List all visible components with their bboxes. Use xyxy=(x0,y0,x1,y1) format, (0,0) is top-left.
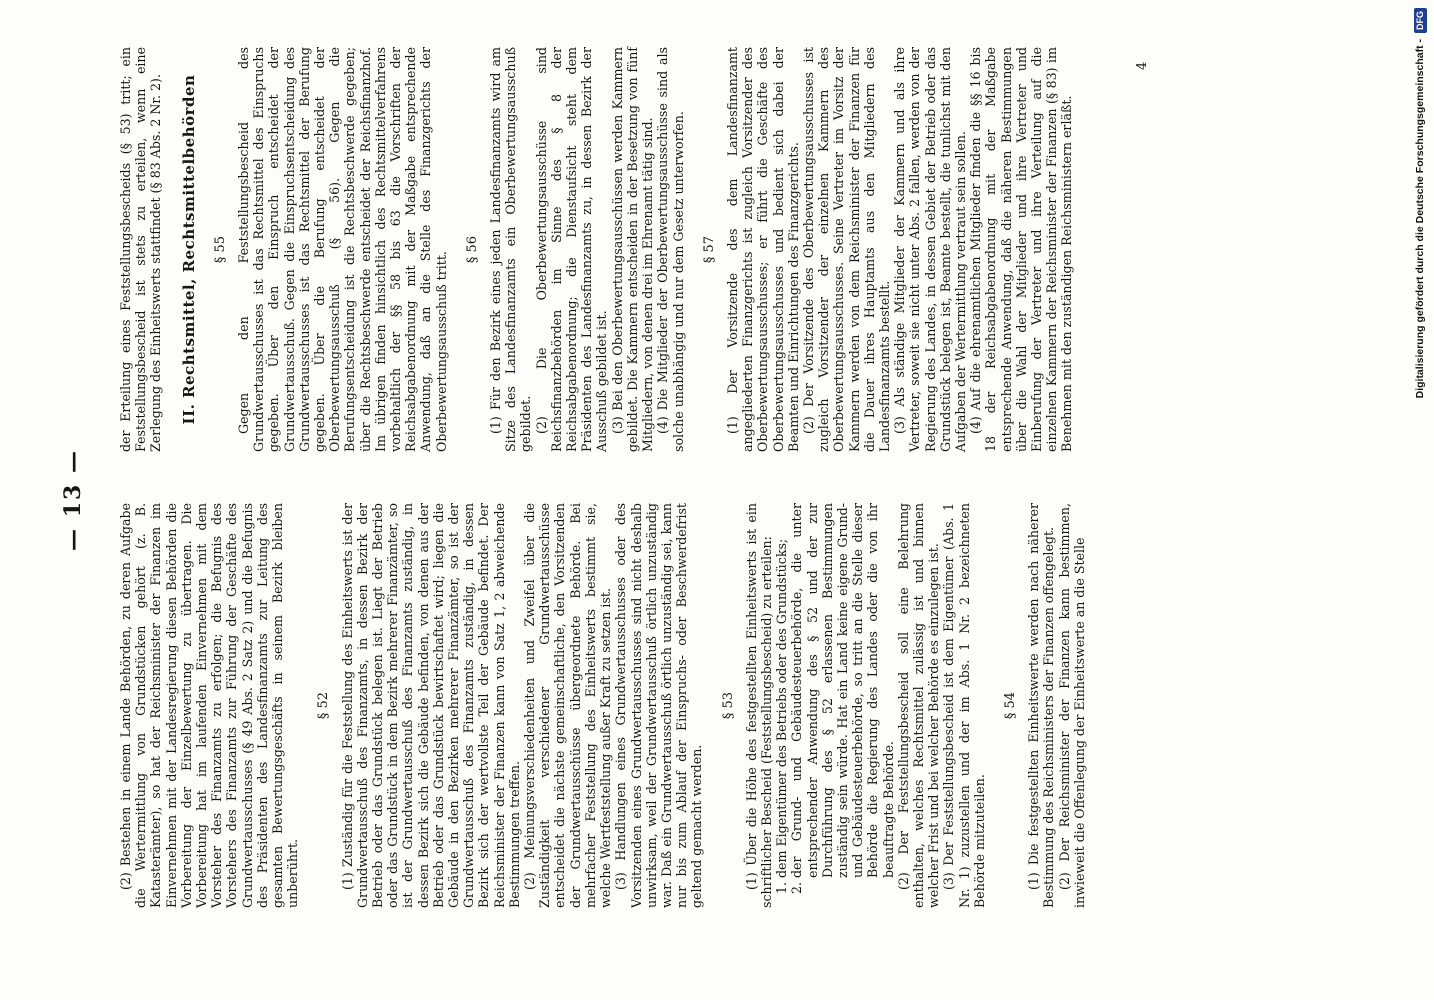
section-heading-53: § 53 xyxy=(720,691,736,720)
paragraph: (1) Über die Höhe des festgestellten Einheitswerts ist ein schriftlicher Bescheid (Feststellungsbescheid) zu erteilen: xyxy=(743,503,774,908)
chapter-heading: II. Rechtsmittel, Rechtsmittelbehörden xyxy=(179,74,198,425)
paragraph: (2) Bestehen in einem Lande Behörden, zu deren Aufgabe die Wertermittlung von Grundstücken gehört (z. B. Katasterämter), so hat der Reichsminister der Finanzen im Einvernehmen mit der Landesregierung diesen Behörden die Vorbereitung der Einzelbewertung zu übertragen. Die Vorbereitung hat im laufenden Einvernehmen mit dem Vorsteher des Finanzamts zu erfolgen; die Befugnis des Vorstehers des Finanzamts zur Führung der Geschäfte des Grundwertausschusses (§ 49 Abs. 2 Satz 2) und die Befugnis des Präsidenten des Landesfinanzamts zur Leitung des gesamten Bewertungsgeschäfts in seinem Bezirk bleiben unberührt. xyxy=(118,503,301,908)
paragraph: (2) Der Vorsitzende des Oberbewertungsausschusses ist zugleich Vorsitzender der einzelnen Kammern des Oberbewertungsausschusses. Seine Vertreter im Vorsitz der Kammern werden von dem Reichsminister der Finanzen für die Dauer ihres Hauptamts aus den Mitgliedern des Landesfinanzamts bestellt. xyxy=(800,47,892,452)
paragraph: (2) Meinungsverschiedenheiten und Zweifel über die Zuständigkeit verschiedener Grundwertausschüsse entscheidet die nächste gemeinschaftliche, den Vorsitzenden der Grundwertausschüsse übergeordnete Behörde. Bei mehrfacher Feststellung des Einheitswerts bestimmt sie, welche Wertfeststellung außer Kraft zu setzen ist. xyxy=(522,503,614,908)
paragraph: (2) Die Oberbewertungsausschüsse sind Reichsfinanzbehörden im Sinne des § 8 der Reichsabgabenordnung; die Dienstaufsicht steht dem Präsidenten des Landesfinanzamts zu, in dessen Bezirk der Ausschuß gebildet ist. xyxy=(533,47,610,452)
paragraph: (3) Bei den Oberbewertungsausschüssen werden Kammern gebildet. Die Kammern entscheiden in der Besetzung von fünf Mitgliedern, von denen drei im Ehrenamt tätig sind. xyxy=(609,47,656,452)
paragraph: (2) Der Reichsminister der Finanzen kann bestimmen, inwieweit die Offenlegung der Einheitswerte an die Stelle xyxy=(1056,503,1087,908)
page-number: — 13 — xyxy=(60,449,86,551)
paragraph: (1) Für den Bezirk eines jeden Landesfinanzamts wird am Sitze des Landesfinanzamts ein Oberbewertungsausschuß gebildet. xyxy=(488,47,534,452)
signature-mark: 4 xyxy=(1135,61,1150,70)
paragraph: (3) Der Feststellungsbescheid ist dem Eigentümer (Abs. 1 Nr. 1) zuzustellen und der im Abs. 1 Nr. 2 bezeichneten Behörde mitzuteilen. xyxy=(941,503,987,908)
section-heading-52: § 52 xyxy=(316,691,332,720)
digitization-credit xyxy=(1410,8,1430,998)
section-heading-55: § 55 xyxy=(212,235,228,264)
left-column xyxy=(118,503,1087,908)
paragraph: der Erteilung eines Feststellungsbescheids (§ 53) tritt; ein Feststellungsbescheid ist stets zu erteilen, wenn eine Zerlegung des Einheitswerts stattfindet (§ 83 Abs. 2 Nr. 2). xyxy=(118,47,164,452)
paragraph: Gegen den Feststellungsbescheid des Grundwertausschusses ist das Rechtsmittel des Einspruchs gegeben. Über den Einspruch entscheidet der Grundwertausschuß. Gegen die Einspruchsentscheidung des Grundwertausschusses ist das Rechtsmittel der Berufung gegeben. Über die Berufung entscheidet der Oberbewertungsausschuß (§ 56). Gegen die Berufungsentscheidung ist die Rechtsbeschwerde gegeben; über die Rechtsbeschwerde entscheidet der Reichsfinanzhof. Im übrigen finden hinsichtlich des Rechtsmittelverfahrens vorbehaltlich der §§ 58 bis 63 die Vorschriften der Reichsabgabenordnung mit der Maßgabe entsprechende Anwendung, daß an die Stelle des Finanzgerichts der Oberbewertungsausschuß tritt. xyxy=(236,47,449,452)
section-heading-54: § 54 xyxy=(1002,691,1018,720)
list-item: 2. der Grund- und Gebäudesteuerbehörde, die unter entsprechender Anwendung des § 52 und der zur Durchführung des § 52 erlassenen Bestimmungen zuständig sein würde. Hat ein Land keine eigene Grund- und Gebäudesteuerbehörde, so tritt an die Stelle dieser Behörde die Regierung des Landes oder die von ihr beauftragte Behörde. xyxy=(789,503,895,878)
paragraph: (3) Handlungen eines Grundwertausschusses oder des Vorsitzenden eines Grundwertausschusses sind nicht deshalb unwirksam, weil der Grundwertausschuß örtlich unzuständig war. Daß ein Grundwertausschuß örtlich unzuständig sei, kann nur bis zum Ablauf der Einspruchs- oder Beschwerdefrist geltend gemacht werden. xyxy=(613,503,705,908)
paragraph: (4) Auf die ehrenamtlichen Mitglieder finden die §§ 16 bis 18 der Reichsabgabenordnung mit der Maßgabe entsprechende Anwendung, daß die näheren Bestimmungen über die Wahl der Mitglieder und ihre Vertreter und Einberufung der Vertreter und ihre Verteilung auf die einzelnen Kammern der Reichsminister der Finanzen (§ 83) im Benehmen mit den zuständigen Reichsministern erläßt. xyxy=(968,47,1075,452)
paragraph: (3) Als ständige Mitglieder der Kammern und als ihre Vertreter, soweit sie nicht unter Abs. 2 fallen, werden von der Regierung des Landes, in dessen Gebiet der Betrieb oder das Grundstück belegen ist, Beamte bestellt, die tunlichst mit den Aufgaben der Wertermittlung vertraut sein sollen. xyxy=(892,47,968,452)
right-column xyxy=(118,47,1075,452)
numbered-list xyxy=(774,503,896,908)
dfg-logo: DFG xyxy=(1414,8,1427,33)
paragraph: (1) Die festgestellten Einheitswerte werden nach näherer Bestimmung des Reichsministers der Finanzen offengelegt. xyxy=(1026,503,1057,908)
paragraph: (1) Zuständig für die Feststellung des Einheitswerts ist der Grundwertausschuß des Finanzamts, in dessen Bezirk der Betrieb oder das Grundstück belegen ist. Liegt der Betrieb oder das Grundstück in dem Bezirk mehrerer Finanzämter, so ist der Grundwertausschuß des Finanzamts zuständig, in dessen Bezirk sich die Gebäude befinden, von denen aus der Betrieb oder das Grundstück bewirtschaftet wird; liegen die Gebäude in den Bezirken mehrerer Finanzämter, so ist der Grundwertausschuß des Finanzamts zuständig, in dessen Bezirk sich der wertvollste Teil der Gebäude befindet. Der Reichsminister der Finanzen kann von Satz 1, 2 abweichende Bestimmungen treffen. xyxy=(339,503,522,908)
paragraph: (4) Die Mitglieder der Oberbewertungsausschüsse sind als solche unabhängig und nur dem Gesetz unterworfen. xyxy=(655,47,686,452)
section-heading-57: § 57 xyxy=(701,235,717,264)
paragraph: (1) Der Vorsitzende des dem Landesfinanzamt angegliederten Finanzgerichts ist zugleich Vorsitzender des Oberbewertungsausschusses; er führt die Geschäfte des Oberbewertungsausschusses und bedient sich dabei der Beamten und Einrichtungen des Finanzgerichts. xyxy=(724,47,801,452)
credit-text: Digitalisierung gefördert durch die Deutsche Forschungsgemeinschaft - xyxy=(1414,39,1426,399)
list-item: 1. dem Eigentümer des Betriebs oder des Grundstücks; xyxy=(774,503,789,878)
section-heading-56: § 56 xyxy=(464,235,480,264)
paragraph: (2) Der Feststellungsbescheid soll eine Belehrung enthalten, welches Rechtsmittel zulässig ist und binnen welcher Frist und bei welcher Behörde es einzulegen ist. xyxy=(895,503,942,908)
